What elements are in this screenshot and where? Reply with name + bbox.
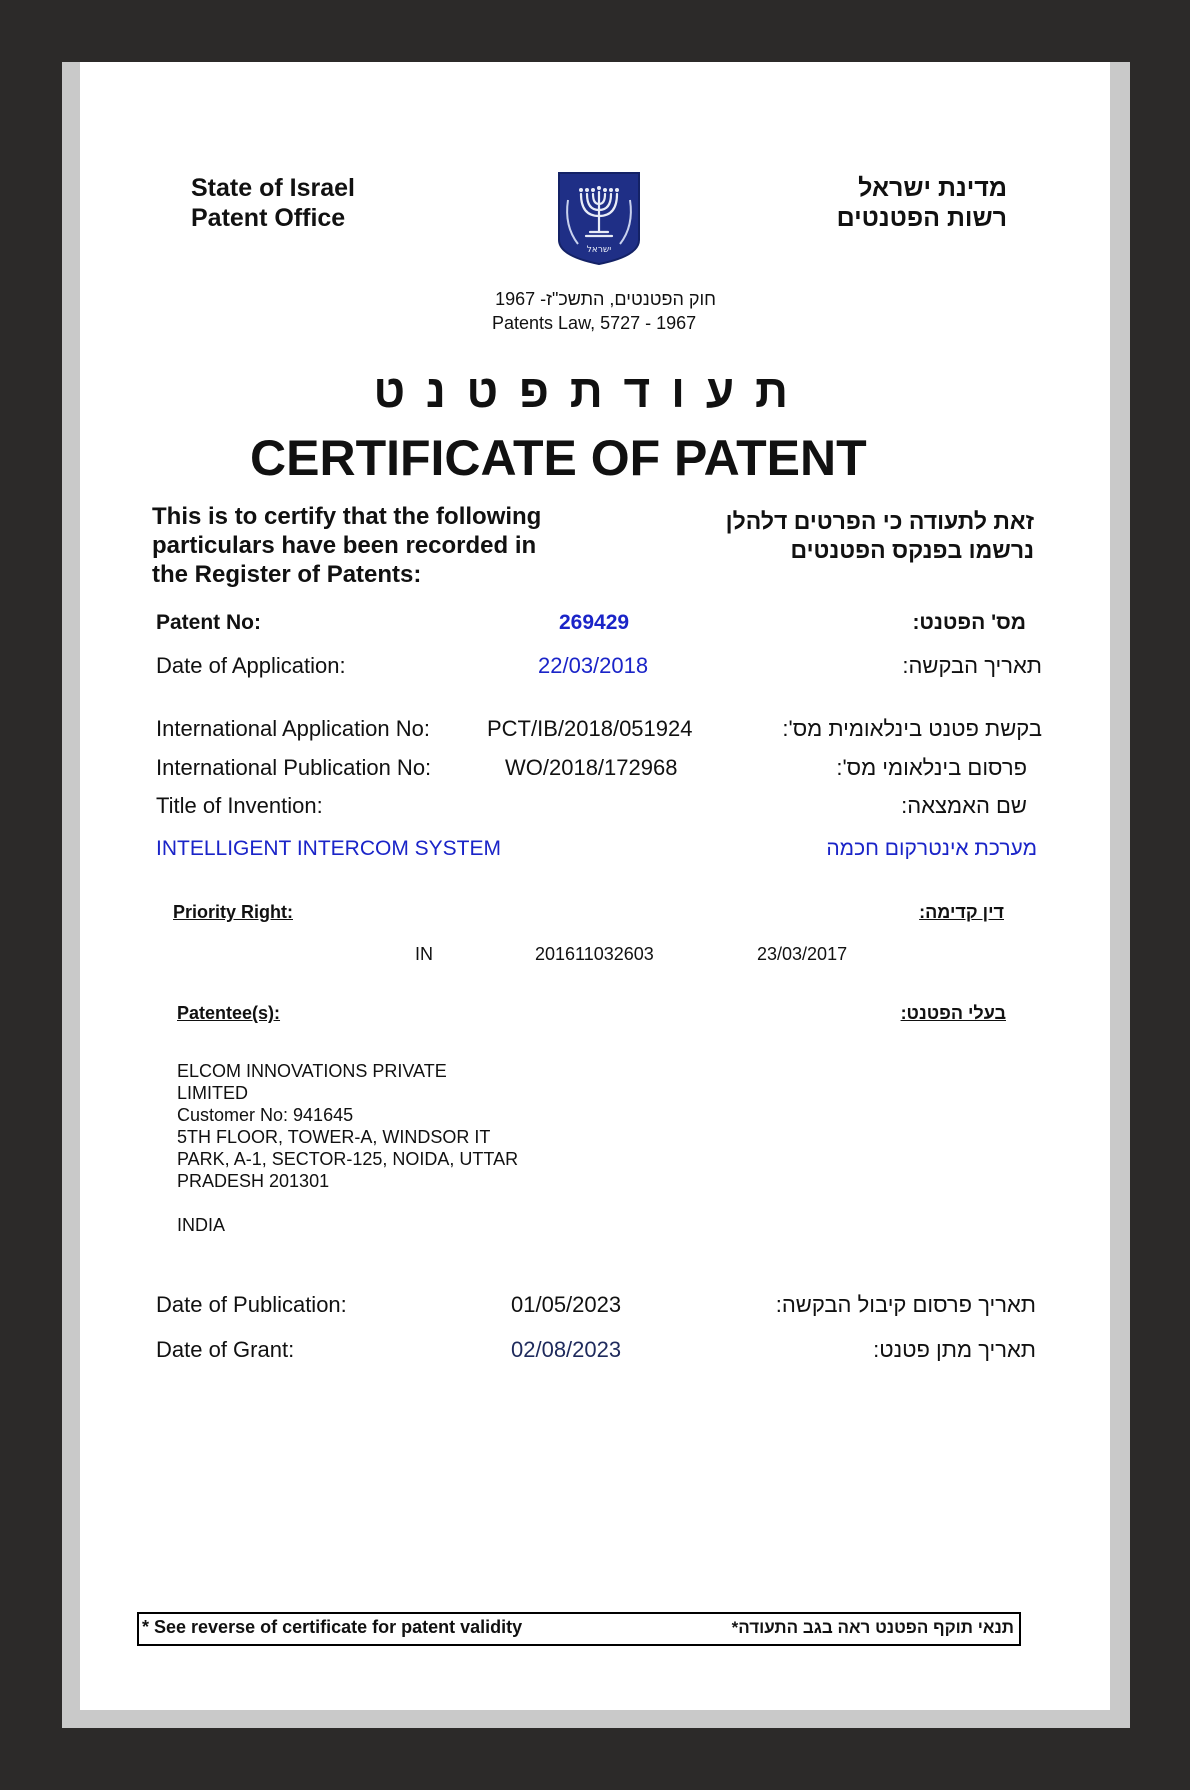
intro-he-1: זאת לתעודה כי הפרטים דלהלן — [725, 508, 1034, 534]
patentee-line: PRADESH 201301 — [177, 1171, 330, 1191]
patent-no-label-he: מס' הפטנט: — [912, 611, 1026, 634]
intl-publication-value: WO/2018/172968 — [505, 755, 678, 780]
patentee-label: Patentee(s): — [177, 1003, 281, 1023]
intl-application-label-he: בקשת פטנט בינלאומית מס': — [782, 716, 1042, 741]
priority-label-he: דין קדימה: — [919, 902, 1004, 922]
grant-date-label: Date of Grant: — [156, 1337, 295, 1362]
invention-title-label: Title of Invention: — [156, 793, 323, 818]
patentee-line: PARK, A-1, SECTOR-125, NOIDA, UTTAR — [177, 1149, 519, 1169]
intro-en-2: particulars have been recorded in — [152, 532, 537, 559]
intl-application-value: PCT/IB/2018/051924 — [487, 716, 693, 741]
patentee-line: LIMITED — [177, 1083, 249, 1103]
patent-no-value: 269429 — [559, 611, 630, 634]
publication-date-label-he: תאריך פרסום קיבול הבקשה: — [775, 1292, 1036, 1317]
intl-publication-label-he: פרסום בינלאומי מס': — [836, 755, 1027, 780]
grant-date-value: 02/08/2023 — [511, 1337, 622, 1362]
patentee-line: 5TH FLOOR, TOWER-A, WINDSOR IT — [177, 1127, 491, 1147]
date-application-value: 22/03/2018 — [538, 653, 649, 678]
patentee-line: Customer No: 941645 — [177, 1105, 354, 1125]
law-en: Patents Law, 5727 - 1967 — [492, 313, 697, 333]
priority-label: Priority Right: — [173, 902, 293, 922]
header-office-he: רשות הפטנטים — [836, 204, 1007, 232]
intl-publication-label: International Publication No: — [156, 755, 432, 780]
invention-title-label-he: שם האמצאה: — [901, 793, 1027, 818]
date-application-label: Date of Application: — [156, 653, 346, 678]
priority-number: 201611032603 — [535, 944, 654, 964]
date-application-label-he: תאריך הבקשה: — [902, 653, 1042, 678]
publication-date-value: 01/05/2023 — [511, 1292, 622, 1317]
intl-application-label: International Application No: — [156, 716, 430, 741]
patentee-label-he: בעלי הפטנט: — [900, 1003, 1006, 1023]
title-en: CERTIFICATE OF PATENT — [250, 430, 867, 486]
invention-title-value-he: מערכת אינטרקום חכמה — [826, 837, 1037, 860]
title-he: ת ע ו ד ת פ ט נ ט — [373, 365, 792, 417]
patentee-line: ELCOM INNOVATIONS PRIVATE — [177, 1061, 447, 1081]
priority-country: IN — [415, 944, 433, 964]
validity-notice-he: תנאי תוקף הפטנט ראה בגב התעודה* — [731, 1618, 1014, 1637]
grant-date-label-he: תאריך מתן פטנט: — [873, 1337, 1036, 1362]
israel-emblem-icon — [556, 170, 642, 266]
header-state-en: State of Israel — [191, 174, 355, 202]
invention-title-value: INTELLIGENT INTERCOM SYSTEM — [156, 837, 501, 860]
intro-en-3: the Register of Patents: — [152, 561, 422, 588]
validity-notice-en: * See reverse of certificate for patent validity — [142, 1617, 523, 1637]
patentee-line: INDIA — [177, 1215, 226, 1235]
publication-date-label: Date of Publication: — [156, 1292, 347, 1317]
patent-no-label: Patent No: — [156, 611, 261, 634]
intro-he-2: נרשמו בפנקס הפטנטים — [790, 537, 1034, 563]
law-he: חוק הפטנטים, התשכ"ז- 1967 — [495, 289, 716, 309]
priority-date: 23/03/2017 — [757, 944, 848, 964]
header-office-en: Patent Office — [191, 204, 346, 232]
intro-en-1: This is to certify that the following — [152, 503, 542, 530]
header-state-he: מדינת ישראל — [858, 174, 1007, 202]
svg-text:ישראל: ישראל — [586, 245, 612, 255]
